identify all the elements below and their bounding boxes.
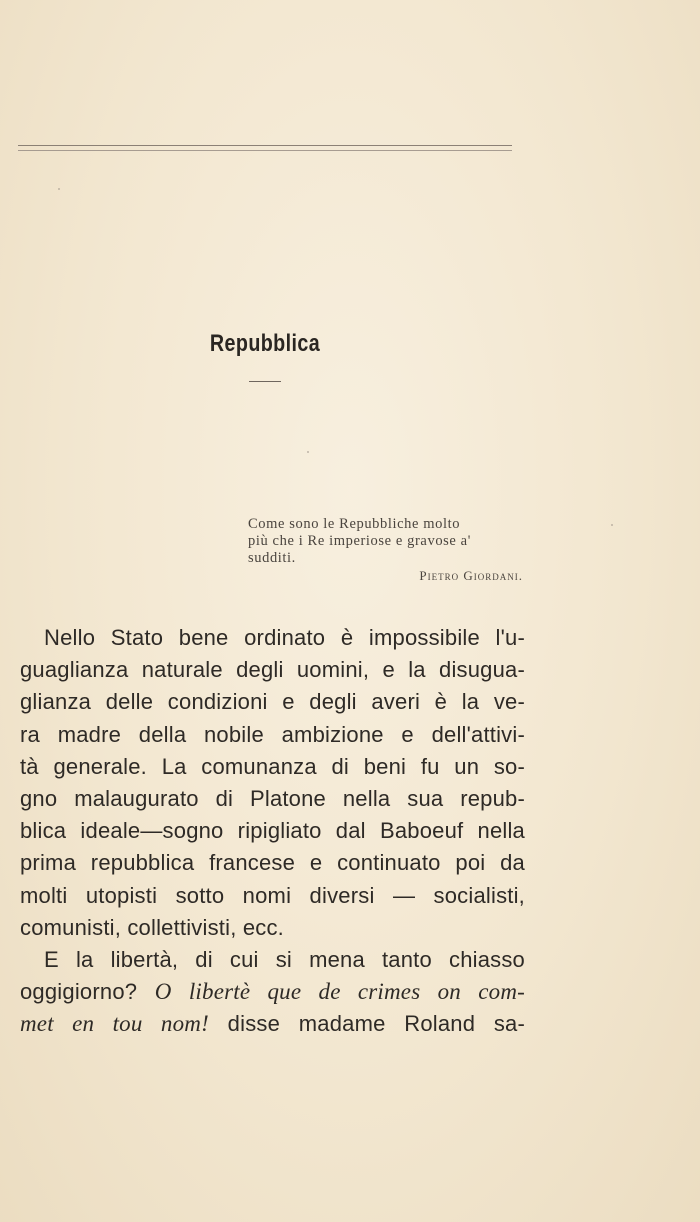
paper-speck: [611, 524, 613, 526]
body-line: prima repubblica francese e continuato poi da: [20, 850, 525, 876]
body-text-italic: O libertè que de crimes on com-: [154, 979, 526, 1005]
epigraph-author: Pietro Giordani.: [419, 568, 523, 583]
header-rule: [18, 145, 512, 151]
body-line: Nello Stato bene ordinato è impossibile l'u-: [44, 625, 525, 650]
body-line: molti utopisti sotto nomi diversi — socialisti,: [20, 882, 525, 908]
body-text-plain: oggigiorno?: [20, 979, 155, 1005]
body-line: guaglianza naturale degli uomini, e la disugua-: [20, 657, 525, 683]
paper-speck: [58, 188, 60, 190]
body-line: [20, 976, 525, 1008]
epigraph: [248, 516, 533, 584]
body-text-italic: met en tou nom!: [20, 1011, 209, 1037]
epigraph-line: Come sono le Repubbliche molto: [248, 516, 461, 532]
epigraph-line: sudditi.: [248, 550, 296, 566]
body-line: blica ideale—sogno ripigliato dal Baboeuf nella: [20, 818, 525, 844]
body-line: tà generale. La comunanza di beni fu un so-: [20, 753, 525, 779]
body-text-plain: disse madame Roland sa-: [208, 1011, 525, 1037]
body-line: [20, 1008, 525, 1040]
body-line: comunisti, collettivisti, ecc.: [20, 914, 284, 940]
body-line: gno malaugurato di Platone nella sua repub-: [20, 786, 525, 812]
body-text: [20, 622, 525, 1041]
chapter-title: Repubblica: [209, 330, 321, 357]
body-line: ra madre della nobile ambizione e dell'attivi-: [20, 721, 525, 747]
body-line: E la libertà, di cui si mena tanto chiasso: [44, 947, 525, 973]
body-line: glianza delle condizioni e degli averi è la ve-: [20, 689, 525, 715]
paper-speck: [307, 451, 309, 453]
title-rule: [249, 381, 281, 382]
epigraph-line: più che i Re imperiose e gravose a': [248, 533, 471, 549]
